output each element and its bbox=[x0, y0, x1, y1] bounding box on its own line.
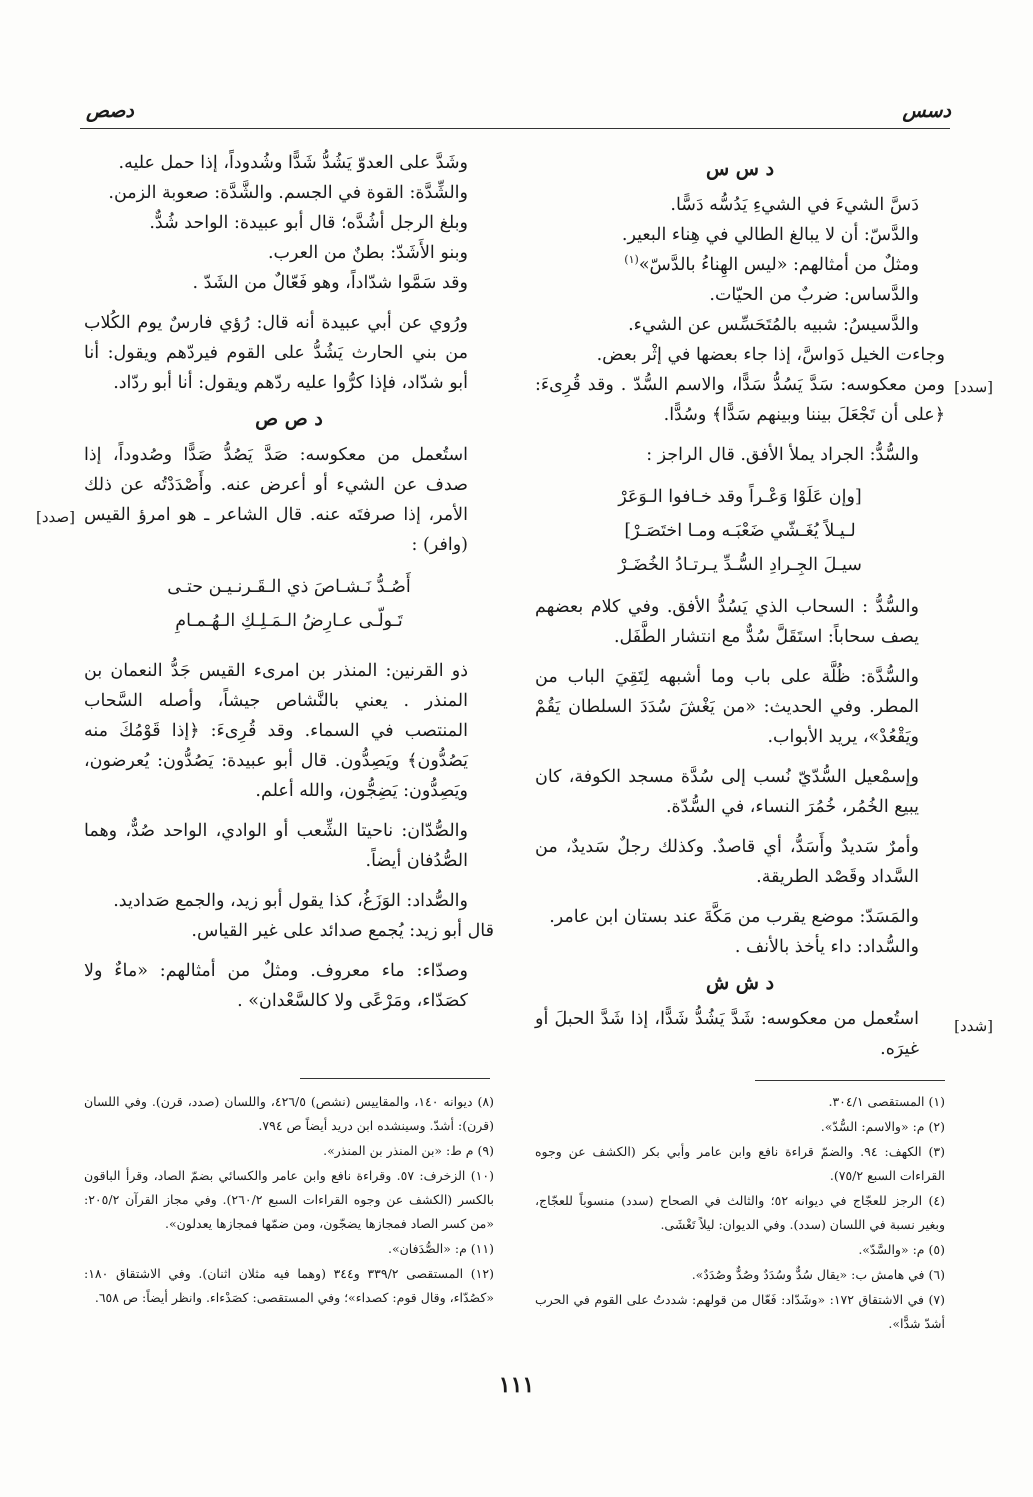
entry-paragraph: وإسمْعيل السُّدّيّ نُسب إلى سُدَّة مسجد الكوفة، كان يبيع الخُمُر، خُمُرَ النساء، في السُّدّة. bbox=[535, 767, 919, 817]
entry-line: والدَّسّ: أن لا يبالغ الطالي في هِناء البعير. bbox=[621, 225, 919, 245]
root-tag-sadad: [صدد] bbox=[36, 508, 75, 526]
entry-line: والدَّسيسُ: شبيه بالمُتَحَسِّس عن الشيء. bbox=[628, 315, 919, 335]
section-title-dss: د س س bbox=[705, 158, 775, 180]
footnote: (٤) الرجز للعجّاج في ديوانه ٥٢؛ والثالث في الصحاح (سدد) منسوباً للعجّاج، وبغير نسبة في اللسان (سدد). وفي الديوان: ليلاً تَغْشَى. bbox=[535, 1193, 945, 1232]
footnote: (٥) م: «والسَّدّ». bbox=[858, 1242, 945, 1257]
entry-line: قال أبو زيد: يُجمع صدائد على غير القياس. bbox=[191, 921, 494, 941]
footnote: (١١) م: «الصُّدَفان». bbox=[387, 1241, 494, 1256]
left-column bbox=[84, 148, 494, 1016]
entry-line: وبنو الأَشَدّ: بطنٌ من العرب. bbox=[267, 243, 468, 263]
footnote: (١) المستقصى ٣٠٤/١. bbox=[828, 1094, 945, 1109]
page-number: ١١١ bbox=[498, 1372, 535, 1398]
entry-line: والشِّدَّة: القوة في الجسم. والشَّدَّة: صعوبة الزمن. bbox=[108, 183, 468, 203]
running-header-left: دصص bbox=[86, 100, 134, 122]
verse-line: سيـلَ الجِـرادِ السُّـدِّ يـرتـادُ الخُضَـرْ bbox=[618, 555, 862, 575]
entry-line: وقد سَمَّوا شدّاداً، وهو فَعّالٌ من الشَدّ . bbox=[192, 273, 468, 293]
footnote-ref: (١) bbox=[624, 253, 639, 267]
footnote-rule-left bbox=[300, 1078, 490, 1079]
root-tag-shadd: [شدد] bbox=[954, 1017, 993, 1035]
entry-line: والسُّدُّ: الجراد يملأ الأفق. قال الراجز : bbox=[646, 445, 919, 465]
footnote: (٧) في الاشتقاق ١٧٢: «وشَدّاد: فَعّال من قولهم: شددتُ على القوم في الحرب أشدّ شدًّا». bbox=[535, 1292, 945, 1331]
header-rule bbox=[80, 128, 950, 129]
entry-paragraph: وأمرٌ سَديدٌ وأَسَدُّ، أي قاصدٌ. وكذلك رجلٌ سَديدٌ، من السَّداد وقَصْد الطريقة. bbox=[535, 837, 919, 887]
footnote: (٩) م ط: «بن المنذر بن المنذر». bbox=[323, 1143, 494, 1158]
entry-paragraph: استُعمل من معكوسه: شَدَّ يَشُدُّ شَدًّا، إذا شَدَّ الحبلَ أو غيرَه. bbox=[535, 1009, 919, 1059]
footnotes-right bbox=[535, 1090, 945, 1337]
right-column bbox=[535, 148, 945, 1064]
section-title-dshsh: د ش ش bbox=[705, 972, 775, 994]
entry-line: والسُّداد: داء يأخذ بالأنف . bbox=[734, 937, 919, 957]
entry-paragraph: ورُوي عن أبي عبيدة أنه قال: رُؤي فارسٌ يوم الكُلاب من بني الحارث يَشُدُّ على القوم فيردّهم ويقول: أنا أبو شدّاد، فإذا كرُّوا عليه ردّهم ويقول: أنا أبو ردّاد. bbox=[84, 313, 468, 393]
root-tag-sadd: [سدد] bbox=[954, 378, 993, 396]
entry-line: دَسَّ الشيءَ في الشيءِ يَدُسُّه دَسًّا. bbox=[670, 195, 919, 215]
entry-text: ومثلٌ من أمثالهم: «ليس الهِناءُ بالدَّسّ» bbox=[638, 255, 919, 275]
footnote: (٦) في هامش ب: «يقال سُدٌّ وسُدَدٌ وصُدٌّ وصُدَدٌ». bbox=[691, 1267, 945, 1282]
entry-line: وبلغ الرجل أشُدَّه؛ قال أبو عبيدة: الواحد شُدٌّ. bbox=[149, 213, 468, 233]
entry-line: وشَدَّ على العدوّ يَشُدُّ شَدًّا وشُدوداً، إذا حمل عليه. bbox=[118, 153, 468, 173]
entry-line: ومن معكوسه: سَدَّ يَسُدُّ سَدًّا، والاسم السُّدّ . وقد قُرِىءَ: ﴿على أن تَجْعَلَ بيننا وبينهم سَدًّا﴾ وسُدًّا. bbox=[535, 375, 945, 425]
footnotes-left bbox=[84, 1090, 494, 1311]
entry-paragraph: استُعمل من معكوسه: صَدَّ يَصُدُّ صَدًّا وصُدوداً، إذا صدف عن الشيء أو أعرض عنه. وأَصْدَدْتُه عن ذلك الأمر، إذا صرفتَه عنه. قال الشاعر ـ هو امرؤ القيس (وافر) : bbox=[84, 445, 468, 555]
verse-line: تَـولّـى عـارِضُ الـمَـلِـكِ الـهُـمـامِ bbox=[175, 611, 403, 631]
running-header-right: دسس bbox=[902, 100, 951, 122]
verse-line: [وإن عَلَوْا وَعْـراً وقد خـافوا الـوَعَرْ bbox=[618, 487, 862, 507]
footnote: (١٠) الزخرف: ٥٧. وقراءة نافع وابن عامر والكسائي بضمّ الصاد، وقرأ الباقون بالكسر (الكشف عن وجوه القراءات السبع ٢٦٠/٢). وفي مجاز القرآن ٢٠٥/٢: «من كسر الصاد فمجازها يضجّون، ومن ضمّها فمجازها يعدلون». bbox=[84, 1168, 494, 1231]
entry-paragraph: والسُّدَّة: ظُلَّة على باب وما أشبهه لِتَقِيَ الباب من المطر. وفي الحديث: «من يَغْشَ سُدَدَ السلطان يَقُمْ ويَقْعُدْ»، يريد الأبواب. bbox=[535, 667, 919, 747]
footnote: (٣) الكهف: ٩٤. والضمّ قراءة نافع وابن عامر وأبي بكر (الكشف عن وجوه القراءات السبع ٧٥/٢). bbox=[535, 1144, 945, 1183]
footnote-rule-right bbox=[755, 1080, 945, 1081]
entry-line: والصُّداد: الوَزَغُ، كذا يقول أبو زيد، والجمع صَداديد. bbox=[113, 891, 468, 911]
entry-paragraph: ذو القرنين: المنذر بن امرىء القيس جَدُّ النعمان بن المنذر . يعني بالنَّشاص جيشاً، وأصله السَّحاب المنتصب في السماء. وقد قُرِىءَ: ﴿إذا قَوْمُكَ منه يَصُدُّون﴾ ويَصِدُّون. قال أبو عبيدة: يَصُدُّون: يُعرضون، ويَصِدُّون: يَضِجُّون، والله أعلم. bbox=[84, 661, 468, 801]
section-title-dss-sad: د ص ص bbox=[255, 408, 323, 430]
entry-line bbox=[535, 250, 945, 280]
entry-paragraph: والصُّدّان: ناحيتا الشِّعب أو الوادي، الواحد صُدٌّ، وهما الصُّدُفان أيضاً. bbox=[84, 821, 468, 871]
entry-paragraph: وصدّاء: ماء معروف. ومثلٌ من أمثالهم: «ماءٌ ولا كصَدّاء، ومَرْعًى ولا كالسَّعْدان» . bbox=[84, 961, 468, 1011]
verse-line: أَصُـدُّ نَـشـاصَ ذي الـقَـرنـيـن حتـى bbox=[167, 577, 411, 597]
footnote: (٢) م: «والاسم: السُّدّ». bbox=[820, 1119, 945, 1134]
entry-line: والمَسَدّ: موضع يقرب من مَكَّةَ عند بستان ابن عامر. bbox=[549, 907, 919, 927]
entry-line: والدَّساس: ضربٌ من الحيّات. bbox=[709, 285, 919, 305]
entry-paragraph: والسُّدُّ : السحاب الذي يَسُدُّ الأفق. وفي كلام بعضهم يصف سحاباً: استَقَلَّ سُدٌّ مع انتشار الطَّفَل. bbox=[535, 597, 919, 647]
footnote: (١٢) المستقصى ٣٣٩/٢ و٣٤٤ (وهما فيه مثلان اثنان). وفي الاشتقاق ١٨٠: «كصُدّاء، وقال قوم: كصداء»؛ وفي المستقصى: كصَدْءاء. وانظر أيضاً: ص ٦٥٨. bbox=[84, 1266, 494, 1305]
verse-line: لـيـلاً يُغَـشّي ضَعْبَـه ومـا اختَصَـرْ] bbox=[624, 521, 856, 541]
footnote: (٨) ديوانه ١٤٠، والمقاييس (نشص) ٤٢٦/٥، واللسان (صدد، قرن). وفي اللسان (قرن): أشدّ. وسينشده ابن دريد أيضاً ص ٧٩٤. bbox=[84, 1094, 495, 1133]
entry-line: وجاءت الخيل دَواسَّ، إذا جاء بعضها في إثْر بعض. bbox=[596, 345, 945, 365]
